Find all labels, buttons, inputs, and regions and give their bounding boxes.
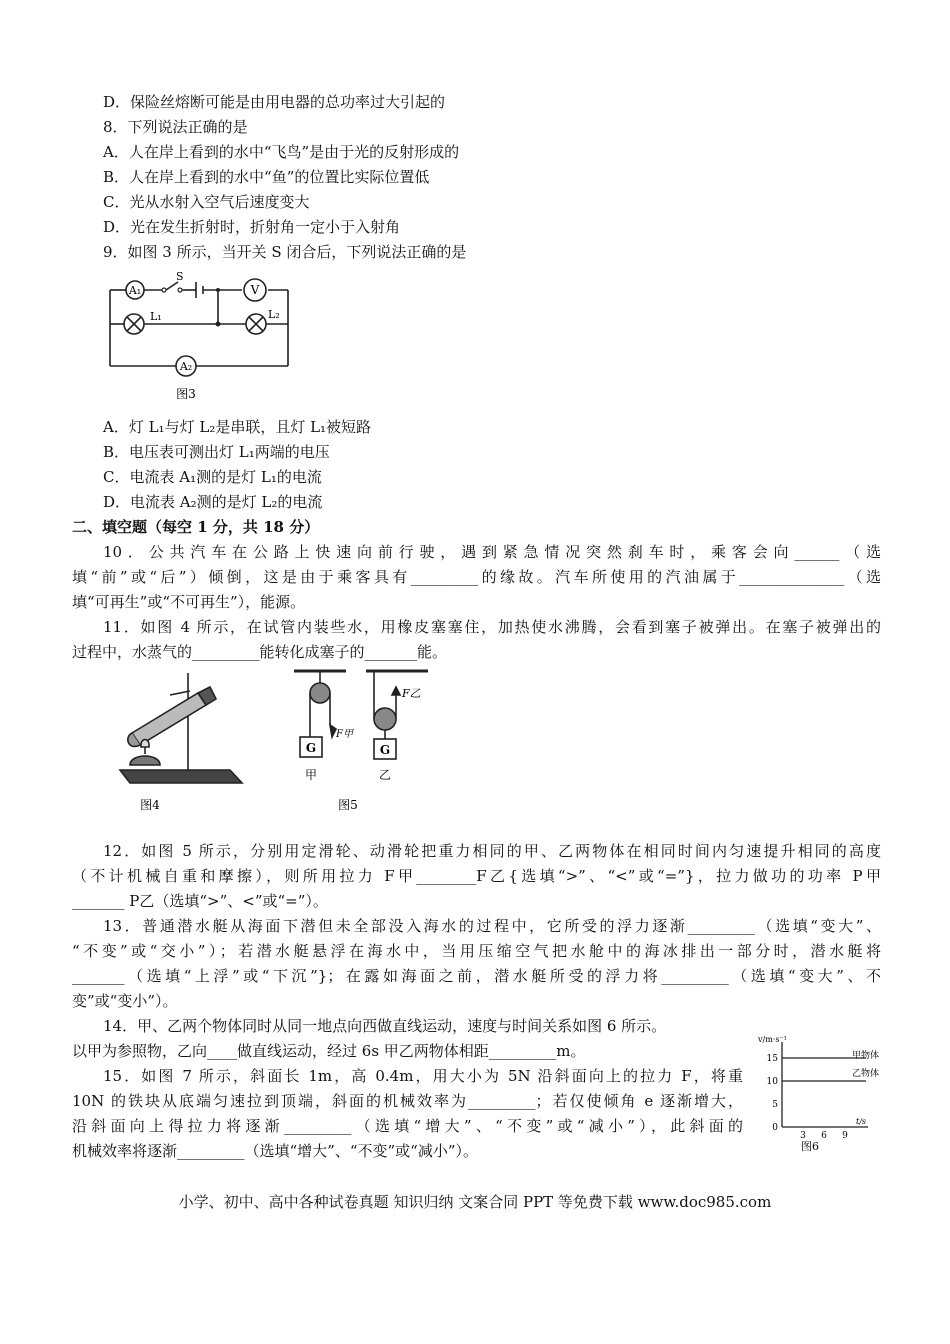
q8-option-a: A．人在岸上看到的水中“飞鸟”是由于光的反射形成的	[103, 143, 460, 161]
q13-line-2: “不变”或“交小”）；若潜水艇悬浮在海水中，当用压缩空气把水舱中的海冰排出一部分时，潜水艇将	[72, 942, 881, 960]
q7-option-d: D．保险丝熔断可能是由用电器的总功率过大引起的	[103, 93, 446, 111]
q11-line-1: 11．如图 4 所示，在试管内装些水，用橡皮塞塞住，加热使水沸腾，会看到塞子被弹出。在塞子被弹出的	[103, 618, 881, 636]
fig6-caption: 图6	[801, 1140, 819, 1153]
fig5-f-jia: F甲	[336, 729, 353, 740]
q10-line-3: 填“可再生”或“不可再生”），能源。	[72, 593, 306, 611]
q8-option-b: B．人在岸上看到的水中“鱼”的位置比实际位置低	[103, 168, 430, 186]
fig3-a2-label: A₂	[179, 360, 193, 373]
page-footer: 小学、初中、高中各种试卷真题 知识归纳 文案合同 PPT 等免费下载 www.doc985.com	[178, 1193, 772, 1211]
q12-line-2: （不计机械自重和摩擦），则所用拉力 F甲________F乙{选填“>”、“<”或“=”}，拉力做功的功率 P甲	[72, 867, 881, 885]
q11-line-2: 过程中，水蒸气的_________能转化成塞子的_______能。	[72, 643, 448, 661]
q12-line-3: _______ P乙（选填“>”、<”或“=”）。	[72, 892, 328, 910]
q15-line-3: 沿斜面向上得拉力将逐渐_________（选填“增大”、“不变”或“减小”），此斜面的	[72, 1117, 743, 1135]
q9-option-b: B．电压表可测出灯 L₁两端的电压	[103, 443, 330, 461]
q8-option-d: D．光在发生折射时，折射角一定小于入射角	[103, 218, 401, 236]
fig6-y-tick-label: 5	[772, 1100, 778, 1110]
q15-line-1: 15．如图 7 所示，斜面长 1m，高 0.4m，用大小为 5N 沿斜面向上的拉力 F，将重	[103, 1067, 743, 1085]
fig5-f-yi: F乙	[402, 687, 421, 700]
figure-6-vt-graph	[748, 1032, 898, 1157]
q14-line-2: 以甲为参照物，乙向____做直线运动，经过 6s 甲乙两物体相距_________m。	[72, 1042, 586, 1060]
q15-line-4: 机械效率将逐渐_________（选填“增大”、“不变”或“减小”）。	[72, 1142, 479, 1160]
q8-stem: 8．下列说法正确的是	[103, 118, 248, 136]
fig3-a1-label: A₁	[128, 284, 142, 297]
fig6-ylabel: v/m·s⁻¹	[758, 1035, 787, 1044]
q12-line-1: 12．如图 5 所示，分别用定滑轮、动滑轮把重力相同的甲、乙两物体在相同时间内匀速提升相同的高度	[103, 842, 881, 860]
fig6-legend-yi: 乙物体	[852, 1069, 880, 1079]
fig5-g-left: G	[305, 741, 317, 755]
q14-line-1: 14．甲、乙两个物体同时从同一地点向西做直线运动，速度与时间关系如图 6 所示。	[103, 1017, 667, 1035]
section-2-title: 二、填空题（每空 1 分，共 18 分）	[72, 518, 320, 536]
fig6-y-tick-label: 15	[766, 1054, 778, 1064]
figure-4-apparatus	[110, 665, 250, 815]
fig3-v-label: V	[250, 283, 260, 297]
fig3-l1-label: L₁	[150, 310, 162, 323]
q13-line-3: _______（选填“上浮”或“下沉”}；在露如海面之前，潜水艇所受的浮力将_________（选填“变大”、不	[72, 967, 881, 985]
figure-3-circuit	[100, 268, 300, 408]
fig3-caption: 图3	[176, 387, 196, 401]
fig6-x-tick-label: 9	[842, 1131, 848, 1141]
q13-line-4: 变”或“变小”）。	[72, 992, 178, 1010]
fig5-label-yi: 乙	[378, 768, 392, 782]
q10-line-2: 填“前”或“后”）倾倒，这是由于乘客具有_________的缘故。汽车所使用的汽油属于______________（选	[72, 568, 881, 586]
fig6-legend-jia: 甲物体	[852, 1051, 880, 1061]
q9-option-a: A．灯 L₁与灯 L₂是串联，且灯 L₁被短路	[103, 418, 372, 436]
fig3-s-label: S	[176, 270, 184, 283]
fig6-y-tick-label: 0	[772, 1123, 778, 1133]
fig6-x-tick-label: 6	[821, 1131, 827, 1141]
q9-option-c: C．电流表 A₁测的是灯 L₁的电流	[103, 468, 322, 486]
fig5-g-right: G	[379, 743, 391, 757]
fig6-y-tick-label: 10	[766, 1077, 778, 1087]
fig4-caption: 图4	[140, 798, 160, 812]
fig6-xlabel: t/s	[856, 1117, 867, 1126]
fig3-l2-label: L₂	[268, 308, 280, 321]
q10-line-1: 10．公共汽车在公路上快速向前行驶，遇到紧急情况突然刹车时，乘客会向______（选	[103, 543, 881, 561]
q15-line-2: 10N 的铁块从底端匀速拉到顶端，斜面的机械效率为_________；若仅使倾角 e 逐渐增大，	[72, 1092, 743, 1110]
q9-option-d: D．电流表 A₂测的是灯 L₂的电流	[103, 493, 323, 511]
fig5-caption: 图5	[338, 798, 358, 812]
figure-5-pulleys	[288, 665, 448, 815]
fig5-label-jia: 甲	[304, 768, 318, 782]
q9-stem: 9．如图 3 所示，当开关 S 闭合后，下列说法正确的是	[103, 243, 467, 261]
fig6-x-tick-label: 3	[800, 1131, 806, 1141]
q8-option-c: C．光从水射入空气后速度变大	[103, 193, 310, 211]
q13-line-1: 13．普通潜水艇从海面下潜但未全部没入海水的过程中，它所受的浮力逐渐_________（选填“变大”、	[103, 917, 881, 935]
